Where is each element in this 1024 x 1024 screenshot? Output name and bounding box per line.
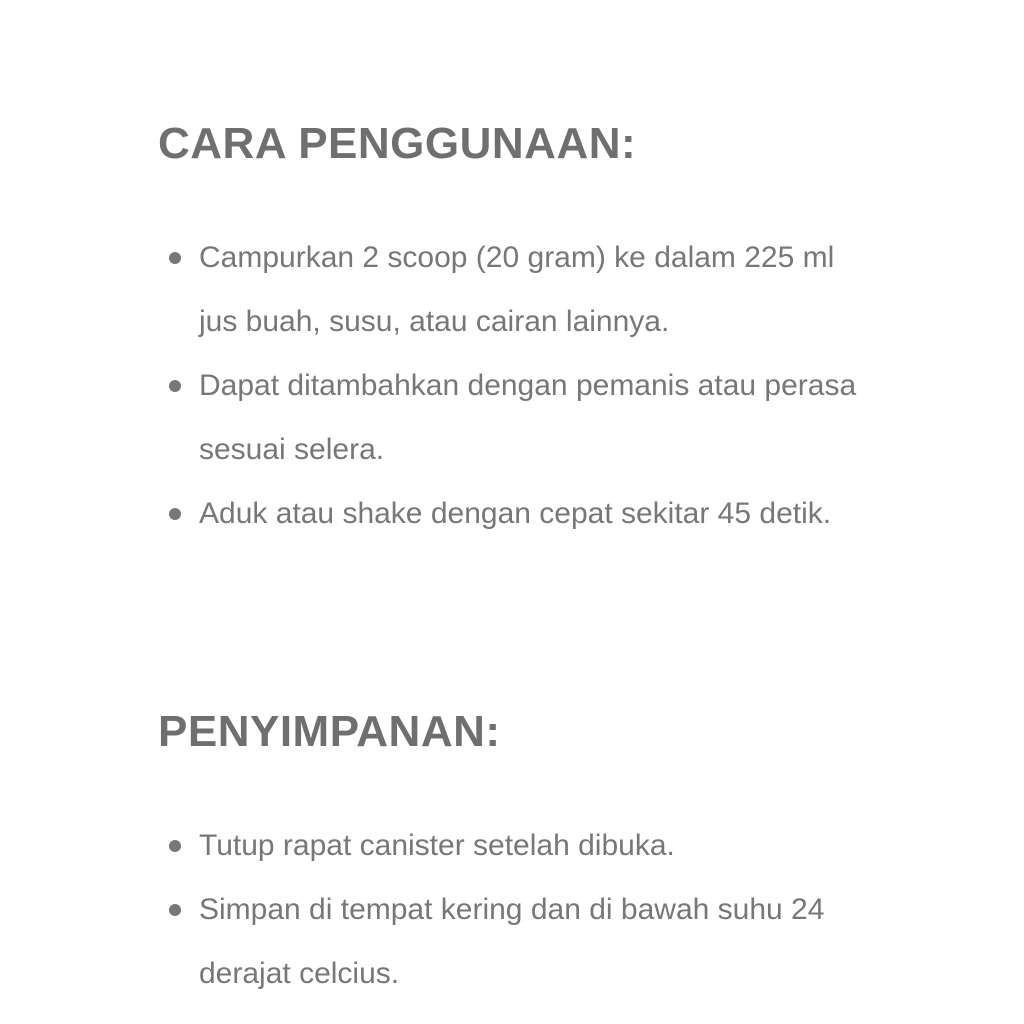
bullet-icon <box>169 252 181 264</box>
bullet-icon <box>169 380 181 392</box>
usage-section <box>158 112 878 546</box>
list-item-text: Aduk atau shake dengan cepat sekitar 45 detik. <box>199 497 832 530</box>
list-item <box>158 354 878 482</box>
storage-list <box>158 814 878 1006</box>
list-item-text: Campurkan 2 scoop (20 gram) ke dalam 225 ml jus buah, susu, atau cairan lainnya. <box>199 241 835 338</box>
bullet-icon <box>169 508 181 520</box>
list-item-text: Tutup rapat canister setelah dibuka. <box>199 829 675 862</box>
list-item <box>158 814 878 878</box>
usage-list <box>158 226 878 546</box>
list-item-text: Dapat ditambahkan dengan pemanis atau perasa sesuai selera. <box>199 369 857 466</box>
list-item <box>158 226 878 354</box>
bullet-icon <box>169 904 181 916</box>
storage-heading: PENYIMPANAN: <box>158 707 501 756</box>
list-item-text: Simpan di tempat kering dan di bawah suhu 24 derajat celcius. <box>199 893 825 990</box>
usage-heading: CARA PENGGUNAAN: <box>158 119 637 168</box>
bullet-icon <box>169 840 181 852</box>
storage-section <box>158 700 878 1006</box>
list-item <box>158 878 878 1006</box>
list-item <box>158 482 878 546</box>
